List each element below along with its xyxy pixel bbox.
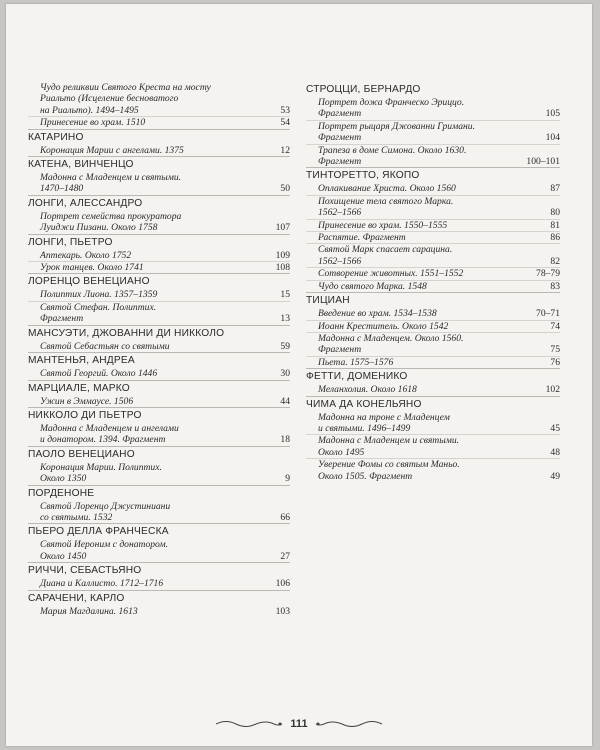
page-reference: 82 <box>550 255 560 267</box>
page-reference: 50 <box>280 183 290 195</box>
artwork-title: Иоанн Креститель. Около 1542 <box>318 320 449 332</box>
page-reference: 45 <box>550 422 560 434</box>
artwork-title: Диана и Каллисто. 1712–1716 <box>40 578 164 590</box>
index-entry <box>28 289 290 300</box>
index-entry <box>306 308 560 319</box>
artwork-title: Уверение Фомы со святым Маньо. Около 1505. Фрагмент <box>318 459 460 482</box>
artwork-title: Ужин в Эммаусе. 1506 <box>40 395 134 407</box>
artwork-title: Святой Марк спасает сарацина. 1562–1566 <box>318 244 453 267</box>
artist-heading: ЛОРЕНЦО ВЕНЕЦИАНО <box>28 273 290 289</box>
page-reference: 86 <box>550 232 560 244</box>
index-entry <box>306 280 560 292</box>
artwork-title: Портрет рыцаря Джованни Гримани. Фрагмент <box>318 120 475 144</box>
artwork-title: Полиптих Лиона. 1357–1359 <box>40 289 158 301</box>
index-entry <box>28 211 290 234</box>
book-page <box>6 4 592 746</box>
artist-heading: МАНТЕНЬЯ, АНДРЕА <box>28 352 290 368</box>
artwork-title: Мадонна с Младенцем и святыми. Около 1495 <box>318 435 460 458</box>
artwork-title: Распятие. Фрагмент <box>318 232 406 244</box>
artist-heading: ЧИМА ДА КОНЕЛЬЯНО <box>306 396 560 412</box>
artwork-title: Святой Георгий. Около 1446 <box>40 368 158 380</box>
page-reference: 106 <box>275 578 290 590</box>
page-reference: 53 <box>280 104 290 116</box>
page-reference: 109 <box>275 249 290 261</box>
artist-heading: РИЧЧИ, СЕБАСТЬЯНО <box>28 562 290 578</box>
page-reference: 81 <box>550 219 560 231</box>
index-entry <box>306 267 560 279</box>
page-reference: 76 <box>550 356 560 368</box>
artwork-title: Похищение тела святого Марка. 1562–1566 <box>318 195 454 219</box>
index-entry <box>306 195 560 219</box>
artwork-title: Трапеза в доме Симона. Около 1630. Фрагмент <box>318 144 467 168</box>
artist-heading: СТРОЦЦИ, БЕРНАРДО <box>306 84 421 95</box>
index-entry <box>306 97 560 120</box>
page-reference: 44 <box>280 395 290 407</box>
page-reference: 48 <box>550 446 560 458</box>
artwork-title: Портрет семейства прокуратора Луиджи Пизани. Около 1758 <box>40 210 182 234</box>
page-reference: 108 <box>275 262 290 274</box>
artist-heading: САРАЧЕНИ, КАРЛО <box>28 590 290 606</box>
artwork-title: Принесение во храм. 1550–1555 <box>318 219 448 231</box>
page-reference: 83 <box>550 280 560 292</box>
artwork-title: Мадонна с Младенцем и ангелами и донатором. 1394. Фрагмент <box>40 422 179 446</box>
index-entry <box>306 412 560 435</box>
artwork-title: Введение во храм. 1534–1538 <box>318 308 437 320</box>
index-entry <box>28 116 290 128</box>
artist-heading: ЛОНГИ, АЛЕССАНДРО <box>28 195 290 211</box>
page-reference: 49 <box>550 470 560 482</box>
artist-heading: МАНСУЭТИ, ДЖОВАННИ ДИ НИККОЛО <box>28 325 290 341</box>
page-footer <box>6 715 592 733</box>
page-reference: 87 <box>550 183 560 195</box>
page-reference: 105 <box>545 108 560 120</box>
index-entry <box>28 301 290 325</box>
index-entry <box>306 144 560 168</box>
page-reference: 27 <box>280 550 290 562</box>
index-entry <box>28 578 290 589</box>
page-reference: 75 <box>550 344 560 356</box>
artist-heading: ПАОЛО ВЕНЕЦИАНО <box>28 446 290 462</box>
page-reference: 70–71 <box>536 308 560 320</box>
index-column-left <box>28 82 290 617</box>
right-ornament-icon <box>314 719 384 729</box>
left-ornament-icon <box>214 719 284 729</box>
artwork-title: Сотворение животных. 1551–1552 <box>318 268 464 280</box>
index-entry <box>28 423 290 446</box>
index-entry <box>28 261 290 273</box>
artwork-title: Мадонна с Младенцем и святыми. 1470–1480 <box>40 172 182 195</box>
artwork-title: Святой Лоренцо Джустиниани со святыми. 1532 <box>40 500 171 523</box>
index-entry <box>306 219 560 231</box>
index-entry <box>28 368 290 379</box>
artist-heading: НИККОЛО ДИ ПЬЕТРО <box>28 407 290 423</box>
index-entry <box>28 82 290 116</box>
index-entry <box>28 250 290 261</box>
page-reference: 102 <box>545 384 560 396</box>
page-reference: 74 <box>550 320 560 332</box>
artwork-title: Святой Иероним с донатором. Около 1450 <box>40 539 169 562</box>
artwork-title: Мадонна на троне с Младенцем и святыми. 1496–1499 <box>318 411 450 434</box>
artwork-title: Чудо святого Марка. 1548 <box>318 280 427 292</box>
artwork-title: Коронация Марии с ангелами. 1375 <box>40 144 184 156</box>
artwork-title: Портрет дожа Франческо Эриццо. Фрагмент <box>318 97 465 120</box>
artwork-title: Коронация Марии. Полиптих. Около 1350 <box>40 461 162 485</box>
index-column-right <box>306 82 560 482</box>
artist-heading: ПЬЕРО ДЕЛЛА ФРАНЧЕСКА <box>28 523 290 539</box>
index-entry <box>306 183 560 194</box>
index-entry <box>28 396 290 407</box>
page-reference: 54 <box>280 117 290 129</box>
index-entry <box>28 462 290 485</box>
page-reference: 9 <box>285 473 290 485</box>
page-reference: 100–101 <box>526 156 560 168</box>
page-reference: 12 <box>280 144 290 156</box>
index-entry <box>28 539 290 562</box>
artwork-title: Пьета. 1575–1576 <box>318 356 394 368</box>
artist-heading: МАРЦИАЛЕ, МАРКО <box>28 380 290 396</box>
page-reference: 66 <box>280 511 290 523</box>
index-entry <box>28 606 290 617</box>
index-entry <box>28 145 290 156</box>
index-entry <box>306 458 560 482</box>
artist-heading: ЛОНГИ, ПЬЕТРО <box>28 234 290 250</box>
artwork-title: Святой Стефан. Полиптих. Фрагмент <box>40 301 157 325</box>
folio-number: 111 <box>290 718 308 730</box>
artist-heading: КАТЕНА, ВИНЧЕНЦО <box>28 156 290 172</box>
artwork-title: Аптекарь. Около 1752 <box>40 249 132 261</box>
artist-heading: ФЕТТИ, ДОМЕНИКО <box>306 368 560 384</box>
artist-heading: ТИЦИАН <box>306 292 560 308</box>
index-entry <box>306 332 560 356</box>
index-entry <box>306 120 560 144</box>
index-entry <box>28 341 290 352</box>
index-entry <box>306 434 560 458</box>
index-entry <box>306 356 560 368</box>
page-reference: 107 <box>275 222 290 234</box>
artwork-title: Меланхолия. Около 1618 <box>318 384 417 396</box>
artist-heading: КАТАРИНО <box>28 129 290 145</box>
page-reference: 80 <box>550 207 560 219</box>
index-entry <box>306 384 560 395</box>
index-entry <box>306 231 560 243</box>
artwork-title: Мария Магдалина. 1613 <box>40 605 138 617</box>
page-reference: 59 <box>280 340 290 352</box>
artwork-title: Урок танцев. Около 1741 <box>40 262 144 274</box>
index-entry <box>306 243 560 267</box>
page-reference: 104 <box>545 132 560 144</box>
index-entry <box>28 501 290 524</box>
page-reference: 13 <box>280 313 290 325</box>
page-reference: 18 <box>280 434 290 446</box>
artwork-title: Оплакивание Христа. Около 1560 <box>318 183 456 195</box>
page-reference: 15 <box>280 289 290 301</box>
artwork-title: Мадонна с Младенцем. Около 1560. Фрагмент <box>318 332 464 356</box>
page-reference: 30 <box>280 368 290 380</box>
index-entry <box>28 172 290 195</box>
page-reference: 103 <box>275 605 290 617</box>
page-reference: 78–79 <box>536 268 560 280</box>
artwork-title: Святой Себастьян со святыми <box>40 340 170 352</box>
index-entry <box>306 320 560 332</box>
artwork-title: Чудо реликвии Святого Креста на мосту Риальто (Исцеление бесноватого на Риальто). 1494–1495 <box>40 82 211 116</box>
artist-heading: ТИНТОРЕТТО, ЯКОПО <box>306 167 560 183</box>
artwork-title: Принесение во храм. 1510 <box>40 117 146 129</box>
artist-heading: ПОРДЕНОНЕ <box>28 485 290 501</box>
